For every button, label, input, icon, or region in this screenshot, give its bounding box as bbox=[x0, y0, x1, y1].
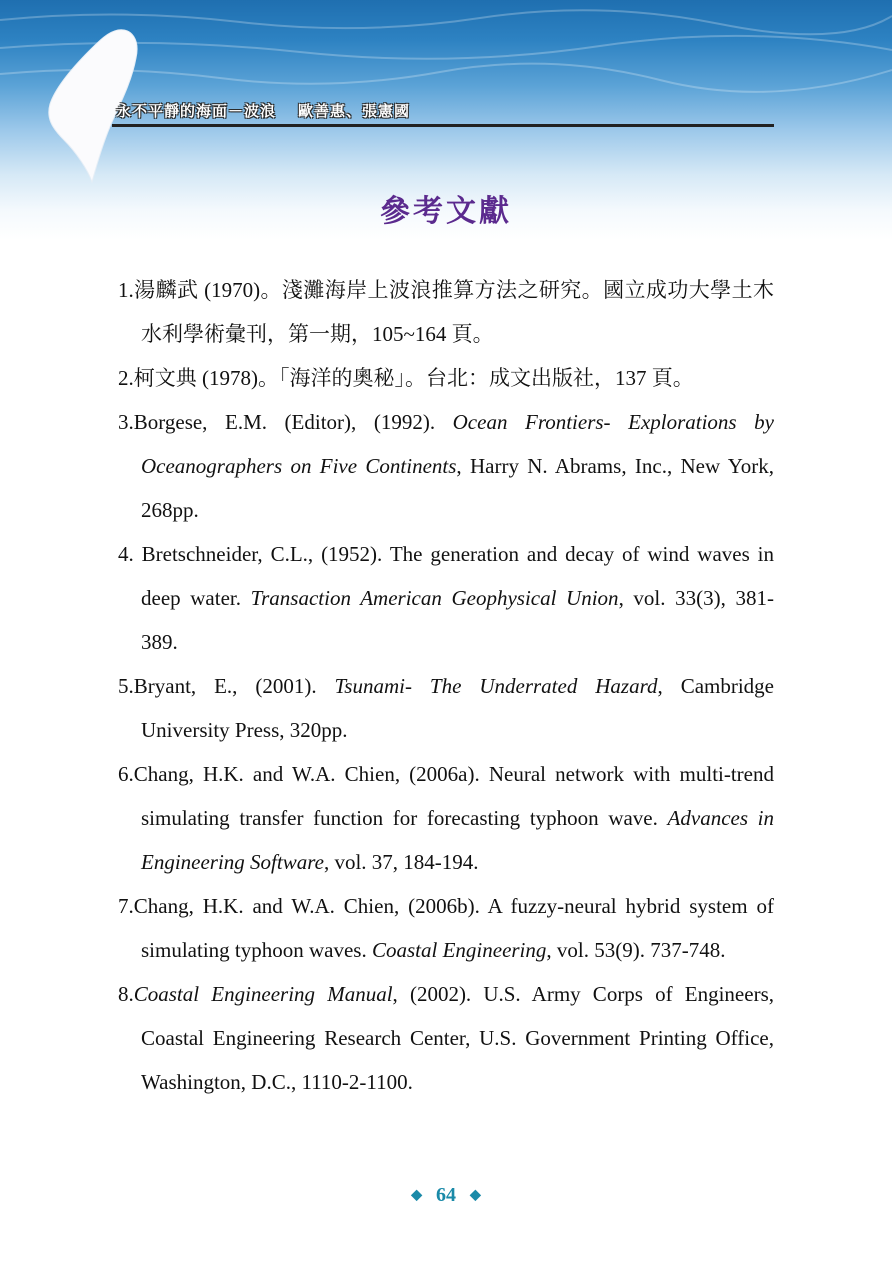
reference-source-title: Tsunami- The Underrated Hazard bbox=[334, 674, 658, 698]
reference-source-title: Ocean Frontiers- Explorations by Oceanographers on Five Continents bbox=[141, 410, 774, 478]
reference-number: 7. bbox=[118, 894, 134, 918]
reference-item bbox=[118, 400, 774, 532]
diamond-icon: ◆ bbox=[470, 1188, 481, 1203]
reference-text: Chang, H.K. and W.A. Chien, (2006b). A fuzzy-neural hybrid system of simulating typhoon waves. bbox=[133, 894, 774, 962]
reference-item bbox=[118, 972, 774, 1104]
reference-text: , Harry N. Abrams, Inc., New York, 268pp. bbox=[141, 454, 775, 522]
reference-number: 3. bbox=[118, 410, 134, 434]
reference-text: , vol. 37, 184-194. bbox=[323, 850, 479, 874]
reference-list bbox=[118, 268, 774, 1104]
reference-text: Chang, H.K. and W.A. Chien, (2006a). Neural network with multi-trend simulating transfer function for forecasting typhoon wave. bbox=[133, 762, 774, 830]
book-authors: 歐善惠、張憲國 bbox=[298, 102, 411, 120]
reference-text: , Cambridge University Press, 320pp. bbox=[141, 674, 774, 742]
running-header bbox=[116, 100, 410, 121]
reference-source-title: Advances in Engineering Software bbox=[141, 806, 774, 874]
reference-text: Bryant, E., (2001). bbox=[133, 674, 335, 698]
reference-item bbox=[118, 532, 774, 664]
reference-text: 湯麟武 (1970)。淺灘海岸上波浪推算方法之研究。國立成功大學土木水利學術彙刊，第一期，105~164 頁。 bbox=[133, 278, 774, 346]
reference-item bbox=[118, 884, 774, 972]
page-number: 64 bbox=[436, 1184, 456, 1206]
reference-text: 柯文典 (1978)。「海洋的奧秘」。台北：成文出版社，137 頁。 bbox=[133, 366, 694, 390]
reference-number: 4. bbox=[118, 542, 142, 566]
reference-item bbox=[118, 268, 774, 356]
header-rule bbox=[112, 124, 774, 127]
book-title: 永不平靜的海面－波浪 bbox=[116, 102, 277, 120]
page-number-footer bbox=[0, 1184, 892, 1207]
page-title: 參考文獻 bbox=[380, 194, 512, 229]
reference-number: 8. bbox=[118, 982, 134, 1006]
reference-number: 6. bbox=[118, 762, 134, 786]
reference-item bbox=[118, 752, 774, 884]
reference-item bbox=[118, 664, 774, 752]
reference-source-title: Coastal Engineering Manual bbox=[133, 982, 393, 1006]
diamond-icon: ◆ bbox=[411, 1188, 422, 1203]
reference-number: 2. bbox=[118, 366, 134, 390]
reference-text: Bretschneider, C.L., (1952). The generation and decay of wind waves in deep water. bbox=[141, 542, 774, 610]
reference-text: Borgese, E.M. (Editor), (1992). bbox=[133, 410, 453, 434]
reference-text: , (2002). U.S. Army Corps of Engineers, Coastal Engineering Research Center, U.S. Government Printing Office, Washington, D.C., 1110-2-1100. bbox=[141, 982, 774, 1094]
reference-text: , vol. 33(3), 381-389. bbox=[141, 586, 774, 654]
reference-text: , vol. 53(9). 737-748. bbox=[546, 938, 726, 962]
reference-source-title: Coastal Engineering bbox=[371, 938, 547, 962]
reference-number: 5. bbox=[118, 674, 134, 698]
reference-item bbox=[118, 356, 774, 400]
reference-source-title: Transaction American Geophysical Union bbox=[250, 586, 619, 610]
reference-number: 1. bbox=[118, 278, 134, 302]
